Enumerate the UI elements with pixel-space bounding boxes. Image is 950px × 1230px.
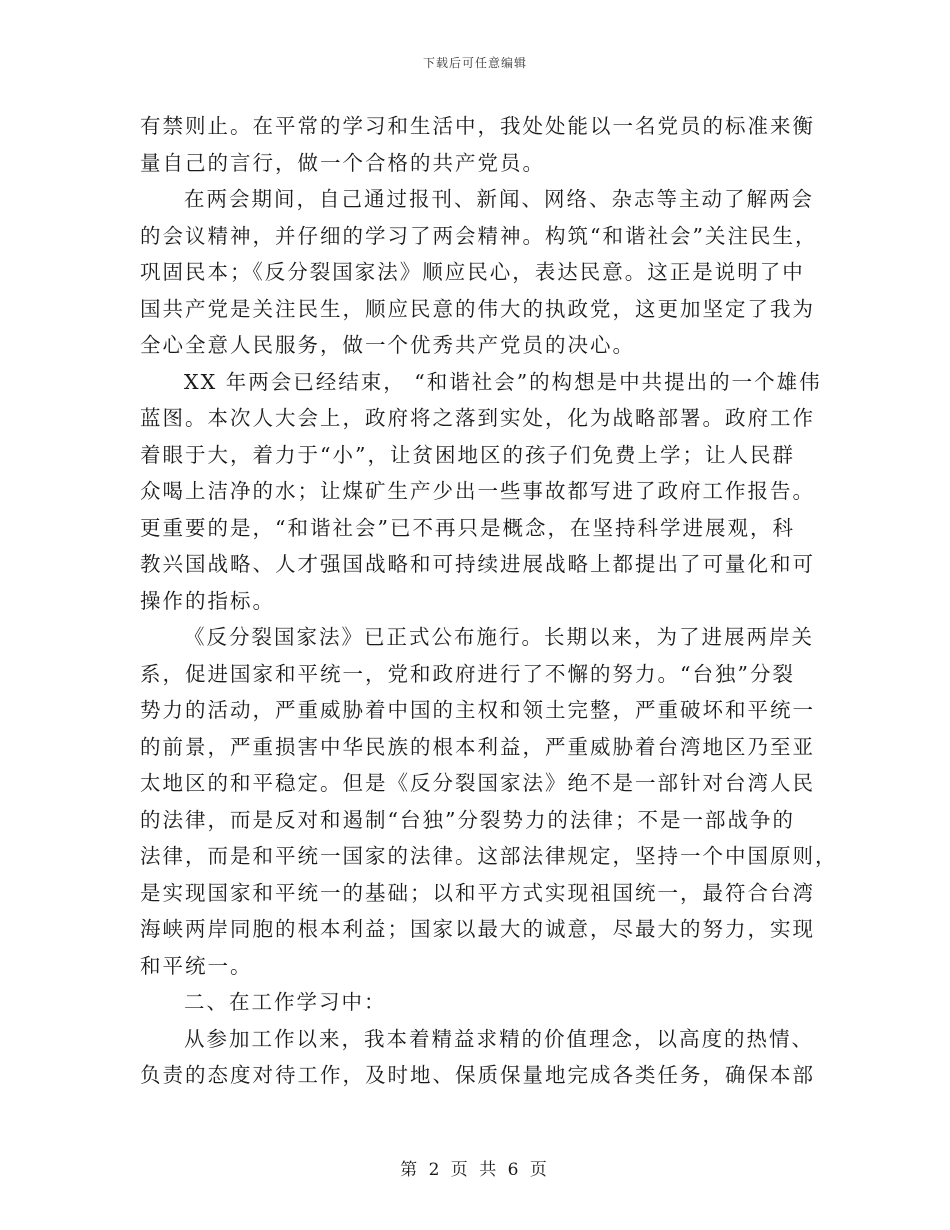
text-line: XX 年两会已经结束， “和谐社会”的构想是中共提出的一个雄伟 xyxy=(184,369,822,394)
text-line: 《反分裂国家法》已正式公布施行。长期以来，为了进展两岸关 xyxy=(184,625,814,649)
text-line: 着眼于大，着力于“小”，让贫困地区的孩子们免费上学；让人民群 xyxy=(140,442,795,467)
text-line: 海峡两岸同胞的根本利益；国家以最大的诚意，尽最大的努力，实现 xyxy=(140,917,815,941)
text-line: 的法律，而是反对和遏制“台独”分裂势力的法律；不是一部战争的 xyxy=(140,807,795,832)
heading-line: 二、在工作学习中： xyxy=(184,990,387,1014)
text-line: 势力的活动，严重威胁着中国的主权和领土完整，严重破坏和平统一 xyxy=(140,698,815,722)
text-line: 法律，而是和平统一国家的法律。这部法律规定，坚持一个中国原则， xyxy=(140,844,838,868)
text-line: 量自己的言行，做一个合格的共产党员。 xyxy=(140,150,545,175)
text-line: 众喝上洁净的水；让煤矿生产少出一些事故都写进了政府工作报告。 xyxy=(140,479,815,503)
text-line: 巩固民本；《反分裂国家法》顺应民心，表达民意。这正是说明了中 xyxy=(140,260,805,284)
text-line: 系，促进国家和平统一，党和政府进行了不懈的努力。“台独”分裂 xyxy=(140,661,795,686)
text-line: 操作的指标。 xyxy=(140,588,275,613)
paragraph-3 xyxy=(140,364,822,620)
paragraph-1 xyxy=(140,108,815,181)
text-line: 从参加工作以来，我本着精益求精的价值理念，以高度的热情、 xyxy=(184,1026,814,1051)
text-line: 全心全意人民服务，做一个优秀共产党员的决心。 xyxy=(140,333,635,357)
text-line: 的会议精神，并仔细的学习了两会精神。构筑“和谐社会”关注民生， xyxy=(140,223,818,248)
text-line: 有禁则止。在平常的学习和生活中，我处处能以一名党员的标准来衡 xyxy=(140,114,815,138)
text-line: 和平统一。 xyxy=(140,953,253,978)
text-line: 的前景，严重损害中华民族的根本利益，严重威胁着台湾地区乃至亚 xyxy=(140,734,815,759)
text-line: 蓝图。本次人大会上，政府将之落到实处，化为战略部署。政府工作 xyxy=(140,406,815,430)
page-number: 第 2 页 共 6 页 xyxy=(400,1160,550,1180)
text-line: 是实现国家和平统一的基础；以和平方式实现祖国统一，最符合台湾 xyxy=(140,880,815,905)
paragraph-5 xyxy=(140,1021,815,1094)
text-line: 太地区的和平稳定。但是《反分裂国家法》绝不是一部针对台湾人民 xyxy=(140,771,815,795)
paragraph-2 xyxy=(140,181,818,364)
page-header: 下载后可任意编辑 xyxy=(422,56,527,70)
text-line: 国共产党是关注民生，顺应民意的伟大的执政党，这更加坚定了我为 xyxy=(140,296,815,321)
document-body xyxy=(140,108,838,1094)
paragraph-4 xyxy=(140,619,838,984)
text-line: 更重要的是，“和谐社会”已不再只是概念，在坚持科学进展观，科 xyxy=(140,515,795,540)
text-line: 在两会期间，自己通过报刊、新闻、网络、杂志等主动了解两会 xyxy=(184,187,814,211)
text-line: 负责的态度对待工作，及时地、保质保量地完成各类任务，确保本部 xyxy=(140,1063,815,1087)
section-heading xyxy=(140,984,812,1021)
text-line: 教兴国战略、人才强国战略和可持续进展战略上都提出了可量化和可 xyxy=(140,552,815,576)
